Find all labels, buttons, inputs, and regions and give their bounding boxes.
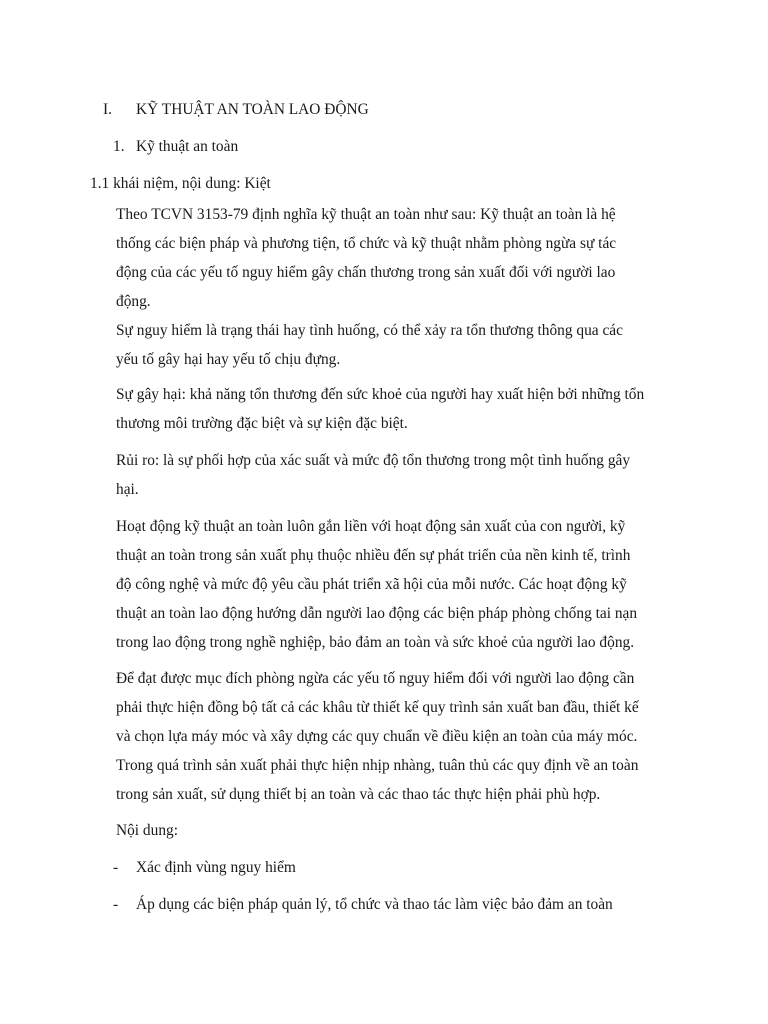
paragraph-content-label [116,816,676,845]
paragraph-line: Sự gây hại: khả năng tổn thương đến sức khoẻ của người hay xuất hiện bởi những tổn [116,386,645,403]
paragraph-line: Để đạt được mục đích phòng ngừa các yếu tố nguy hiểm đối với người lao động cần [116,670,635,687]
paragraph-line: thuật an toàn lao động hướng dẫn người lao động các biện pháp phòng chống tai nạn [116,605,638,622]
paragraph-line: trong sản xuất, sử dụng thiết bị an toàn và các thao tác thực hiện phải phù hợp. [116,786,601,803]
bullet-item: Áp dụng các biện pháp quản lý, tổ chức và thao tác làm việc bảo đảm an toàn [136,896,613,913]
paragraph-line: phải thực hiện đồng bộ tất cả các khâu từ thiết kế quy trình sản xuất ban đầu, thiết kế [116,699,639,716]
paragraph-line: Trong quá trình sản xuất phải thực hiện nhịp nhàng, tuân thủ các quy định về an toàn [116,757,639,774]
subheading-title: Kỹ thuật an toàn [136,138,239,155]
bullet-item: Xác định vùng nguy hiểm [136,859,296,876]
paragraph-line: hại. [116,481,139,498]
paragraph-line: thống các biện pháp và phương tiện, tổ chức và kỹ thuật nhằm phòng ngừa sự tác [116,235,617,252]
bullet-dash: - [113,859,119,876]
paragraph-line: động của các yếu tố nguy hiểm gây chấn thương trong sản xuất đối với người lao [116,264,616,281]
paragraph-line: độ công nghệ và mức độ yêu cầu phát triển xã hội của mỗi nước. Các hoạt động kỹ [116,576,627,593]
section-title: 1.1 khái niệm, nội dung: Kiệt [90,175,271,192]
paragraph-line: và chọn lựa máy móc và xây dựng các quy chuẩn về điều kiện an toàn của máy móc. [116,728,638,745]
paragraph-harm [116,380,676,438]
heading-title: KỸ THUẬT AN TOÀN LAO ĐỘNG [136,101,369,118]
paragraph-line: Sự nguy hiểm là trạng thái hay tình huống, có thể xảy ra tổn thương thông qua các [116,322,623,339]
subheading-number: 1. [113,138,125,155]
paragraph-line: thuật an toàn trong sản xuất phụ thuộc nhiều đến sự phát triển của nền kinh tế, trình [116,547,631,564]
paragraph-line: yếu tố gây hại hay yếu tố chịu đựng. [116,351,341,368]
paragraph-line: động. [116,293,151,310]
paragraph-line: thương môi trường đặc biệt và sự kiện đặc biệt. [116,415,408,432]
bullet-dash: - [113,896,119,913]
paragraph-line: Nội dung: [116,822,178,839]
paragraph-line: trong lao động trong nghề nghiệp, bảo đảm an toàn và sức khoẻ của người lao động. [116,634,635,651]
paragraph-line: Theo TCVN 3153-79 định nghĩa kỹ thuật an toàn như sau: Kỹ thuật an toàn là hệ [116,206,616,223]
paragraph-line: Hoạt động kỹ thuật an toàn luôn gắn liền với hoạt động sản xuất của con người, kỹ [116,518,626,535]
paragraph-activity [116,512,676,657]
paragraph-line: Rủi ro: là sự phối hợp của xác suất và mức độ tổn thương trong một tình huống gây [116,452,631,469]
paragraph-risk [116,446,676,504]
paragraph-definition [116,200,676,374]
heading-number: I. [103,101,112,118]
paragraph-prevention [116,664,676,809]
